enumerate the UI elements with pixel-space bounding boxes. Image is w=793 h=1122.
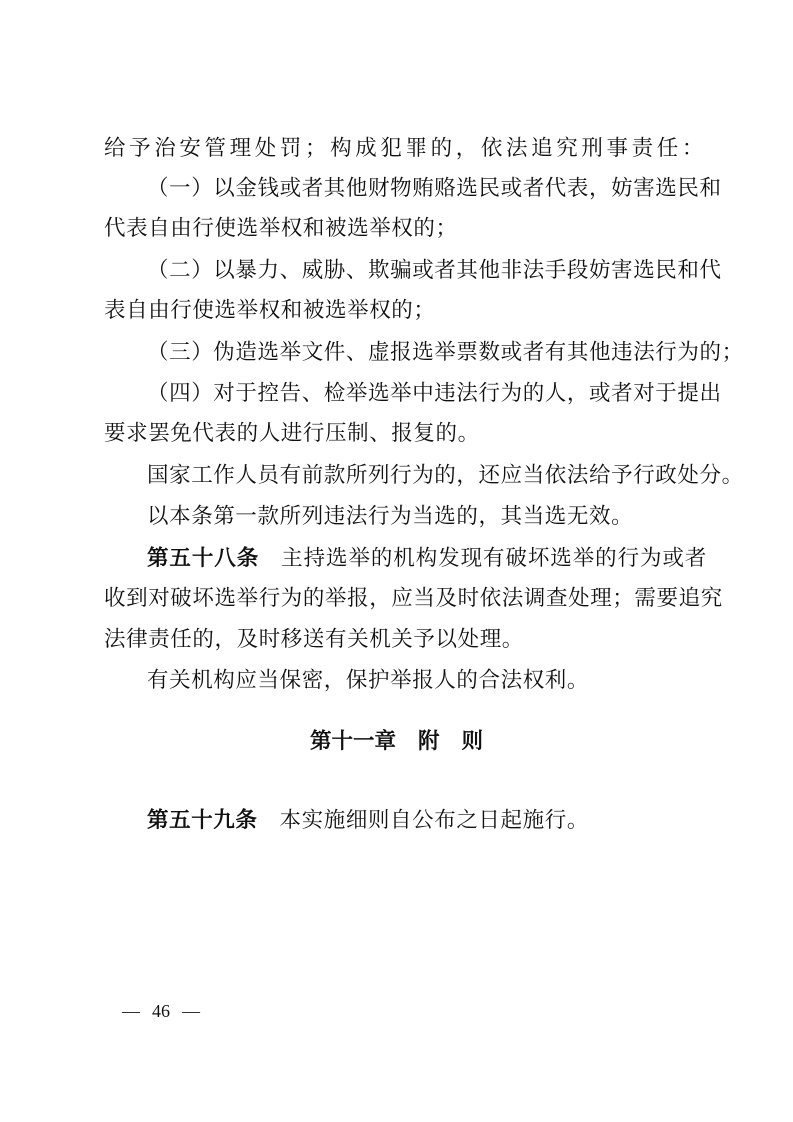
article-58-line-1: [147, 538, 707, 580]
article-58-line-2: 收到对破坏选举行为的举报，应当及时依法调查处理；需要追究: [104, 586, 723, 611]
article-59: [147, 800, 707, 842]
page-number: 46: [152, 1001, 170, 1021]
footer-dash-right: —: [182, 1001, 200, 1021]
chapter-heading: [0, 721, 793, 763]
paragraph-line: 给予治安管理处罚；构成犯罪的，依法追究刑事责任：: [104, 136, 704, 161]
list-item-1-line-1: （一）以金钱或者其他财物贿赂选民或者代表，妨害选民和: [147, 176, 722, 201]
article-59-title: 第五十九条: [147, 808, 258, 833]
chapter-name-part-1: 附: [417, 729, 440, 754]
list-item-3: （三）伪造选举文件、虚报选举票数或者有其他违法行为的；: [147, 340, 744, 365]
list-item-4-line-2: 要求罢免代表的人进行压制、报复的。: [104, 421, 480, 446]
article-59-text: 本实施细则自公布之日起施行。: [279, 808, 589, 833]
list-item-1-line-2: 代表自由行使选举权和被选举权的；: [104, 216, 458, 241]
paragraph-officials: 国家工作人员有前款所列行为的，还应当依法给予行政处分。: [147, 463, 744, 488]
chapter-number: 第十一章: [309, 729, 396, 754]
article-58-title: 第五十八条: [147, 546, 260, 571]
list-item-4-line-1: （四）对于控告、检举选举中违法行为的人，或者对于提出: [147, 381, 722, 406]
footer-dash-left: —: [122, 1001, 140, 1021]
article-58-line-3: 法律责任的，及时移送有关机关予以处理。: [104, 627, 524, 652]
chapter-name-part-2: 则: [461, 729, 484, 754]
paragraph-invalid-election: 以本条第一款所列违法行为当选的，其当选无效。: [147, 504, 634, 529]
list-item-2-line-1: （二）以暴力、威胁、欺骗或者其他非法手段妨害选民和代: [147, 258, 722, 283]
article-58-line-4: 有关机构应当保密，保护举报人的合法权利。: [147, 668, 590, 693]
article-58-text: 主持选举的机构发现有破坏选举的行为或者: [281, 546, 707, 571]
list-item-2-line-2: 表自由行使选举权和被选举权的；: [104, 298, 436, 323]
page-footer: [120, 996, 202, 1026]
